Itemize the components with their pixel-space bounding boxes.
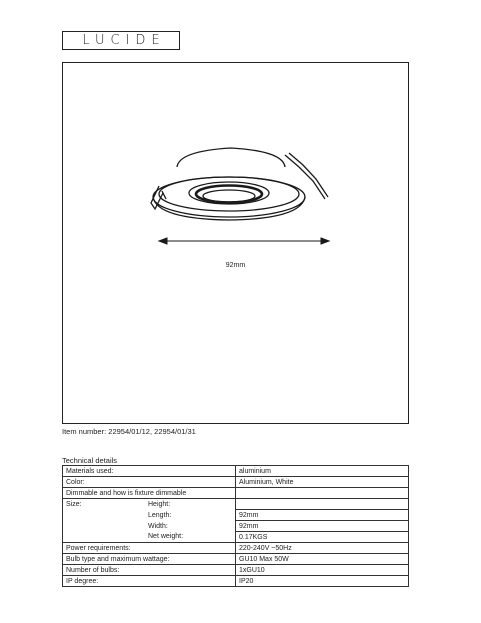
spec-label bbox=[63, 532, 236, 543]
spec-sublabel: Net weight: bbox=[148, 533, 184, 541]
spec-sublabel: Height: bbox=[148, 500, 171, 508]
lucide-logo: LUCIDE bbox=[62, 31, 180, 50]
spec-value bbox=[236, 488, 409, 499]
spec-label bbox=[63, 521, 236, 532]
spec-value bbox=[236, 499, 409, 510]
spec-label: Materials used: bbox=[63, 466, 236, 477]
table-row bbox=[63, 477, 409, 488]
spec-value: IP20 bbox=[236, 576, 409, 587]
spec-value: Aluminium, White bbox=[236, 477, 409, 488]
spec-label: IP degree: bbox=[63, 576, 236, 587]
spec-label: Number of bulbs: bbox=[63, 565, 236, 576]
table-row bbox=[63, 532, 409, 543]
spec-label bbox=[63, 499, 236, 510]
dimension-label: 92mm bbox=[225, 262, 246, 269]
spec-label bbox=[63, 510, 236, 521]
table-row bbox=[63, 554, 409, 565]
spec-value: 1xGU10 bbox=[236, 565, 409, 576]
spec-value: GU10 Max 50W bbox=[236, 554, 409, 565]
spec-value: 0.17KGS bbox=[236, 532, 409, 543]
table-row bbox=[63, 565, 409, 576]
technical-details-title: Technical details bbox=[62, 456, 118, 465]
spec-sublabel: Length: bbox=[148, 511, 172, 519]
spec-value: 220-240V ~50Hz bbox=[236, 543, 409, 554]
table-row bbox=[63, 543, 409, 554]
table-row bbox=[63, 488, 409, 499]
spec-sublabel: Width: bbox=[148, 522, 168, 530]
spec-label: Color: bbox=[63, 477, 236, 488]
spec-label: Dimmable and how is fixture dimmable bbox=[63, 488, 236, 499]
spec-value: 92mm bbox=[236, 510, 409, 521]
product-drawing-frame bbox=[62, 62, 409, 424]
spotlight-line-drawing bbox=[63, 63, 408, 423]
spec-value: aluminium bbox=[236, 466, 409, 477]
table-row bbox=[63, 466, 409, 477]
spec-group-label: Size: bbox=[66, 500, 82, 508]
spec-value: 92mm bbox=[236, 521, 409, 532]
table-row bbox=[63, 521, 409, 532]
spec-label: Power requirements: bbox=[63, 543, 236, 554]
table-row bbox=[63, 510, 409, 521]
table-row bbox=[63, 576, 409, 587]
item-number: Item number: 22954/01/12, 22954/01/31 bbox=[62, 427, 196, 436]
technical-details-table bbox=[62, 465, 409, 587]
table-row bbox=[63, 499, 409, 510]
spec-label: Bulb type and maximum wattage: bbox=[63, 554, 236, 565]
